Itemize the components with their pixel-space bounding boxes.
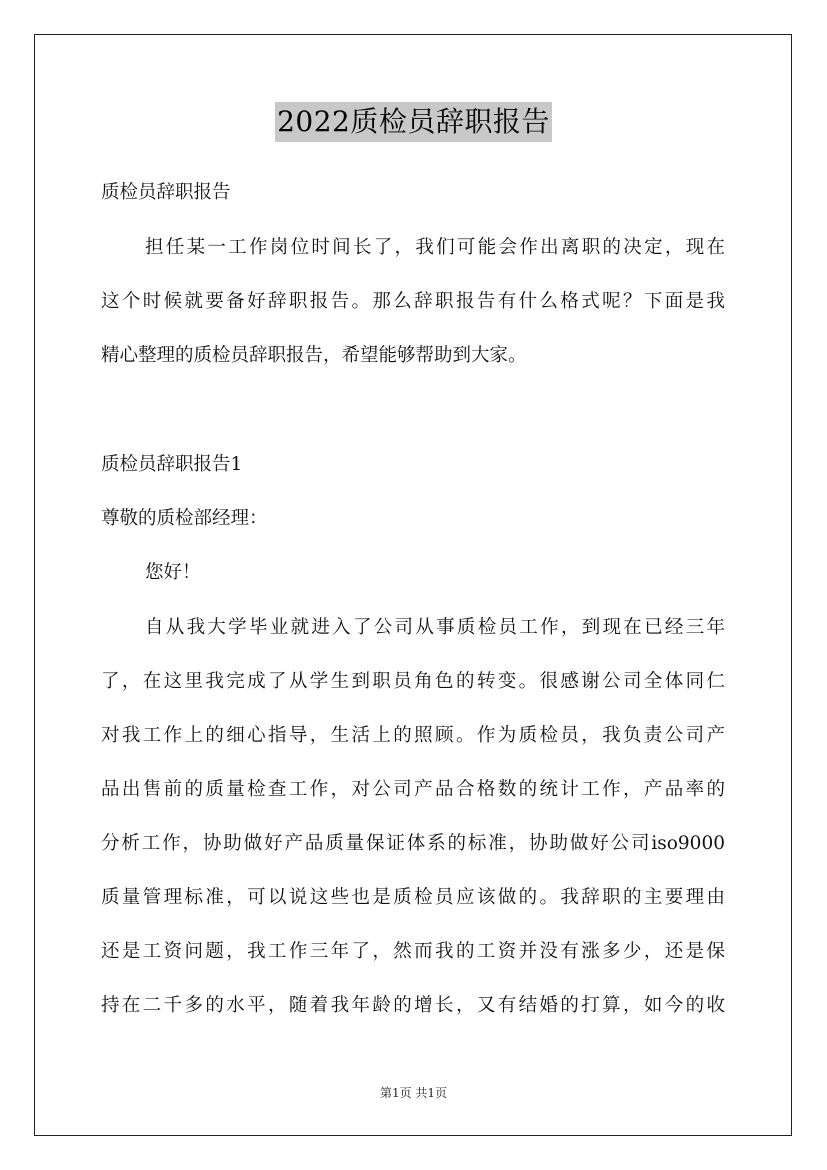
body-line-6: 质量管理标准，可以说这些也是质检员应该做的。我辞职的主要理由 bbox=[101, 887, 725, 908]
page-footer: 第1页 共1页 bbox=[379, 1086, 448, 1100]
document-title: 2022质检员辞职报告 bbox=[275, 102, 552, 142]
body-line-3: 对我工作上的细心指导，生活上的照顾。作为质检员，我负责公司产 bbox=[101, 725, 725, 746]
body-line-5: 分析工作，协助做好产品质量保证体系的标准，协助做好公司iso9000 bbox=[101, 833, 725, 854]
body-line-1: 自从我大学毕业就进入了公司从事质检员工作，到现在已经三年 bbox=[145, 617, 725, 638]
intro-paragraph-line-1: 担任某一工作岗位时间长了，我们可能会作出离职的决定，现在 bbox=[145, 237, 725, 258]
section-heading: 质检员辞职报告 bbox=[101, 182, 231, 203]
body-line-2: 了，在这里我完成了从学生到职员角色的转变。很感谢公司全体同仁 bbox=[101, 671, 725, 692]
title-container bbox=[0, 102, 827, 142]
intro-paragraph-line-3: 精心整理的质检员辞职报告，希望能够帮助到大家。 bbox=[101, 345, 527, 366]
greeting: 您好！ bbox=[145, 562, 201, 583]
report-heading: 质检员辞职报告1 bbox=[101, 454, 243, 475]
body-line-4: 品出售前的质量检查工作，对公司产品合格数的统计工作，产品率的 bbox=[101, 779, 725, 800]
salutation: 尊敬的质检部经理： bbox=[101, 508, 268, 529]
body-line-7: 还是工资问题，我工作三年了，然而我的工资并没有涨多少，还是保 bbox=[101, 941, 725, 962]
intro-paragraph-line-2: 这个时候就要备好辞职报告。那么辞职报告有什么格式呢？下面是我 bbox=[101, 291, 725, 312]
body-line-8: 持在二千多的水平，随着我年龄的增长，又有结婚的打算，如今的收 bbox=[101, 995, 725, 1016]
